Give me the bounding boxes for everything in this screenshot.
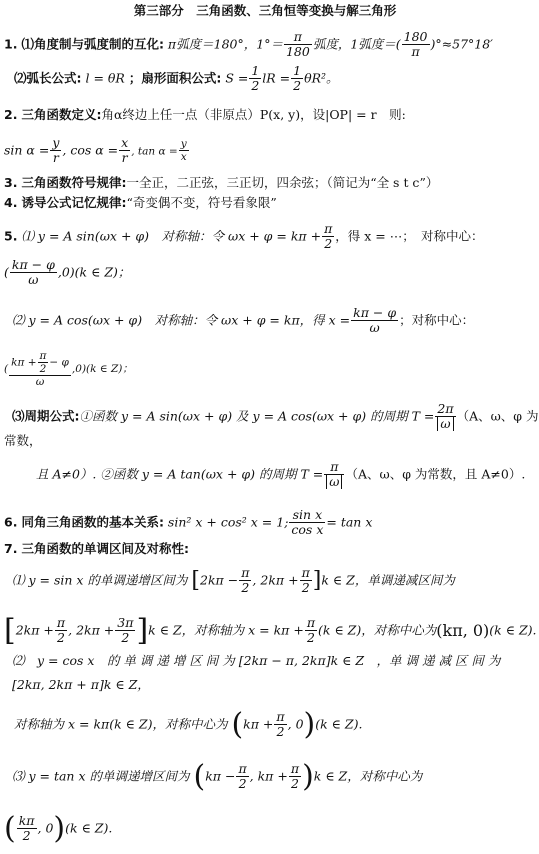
section-7-line-7: ( $\frac{k\pi}{2}$ , 0)(k ∈ Z). <box>4 810 113 846</box>
formula: ,0)(k ∈ Z)； <box>71 363 133 376</box>
formula: = tan x <box>326 514 373 530</box>
formula: [2kπ − π, 2kπ] <box>238 653 331 668</box>
body-text: ，得 x = ⋯； 对称中心： <box>335 228 484 244</box>
formula: k ∈ Z，对称中心为 <box>313 768 423 784</box>
formula: , tan α = <box>131 145 178 158</box>
formula: l = θR <box>85 70 125 86</box>
formula: ⑴ y = A sin(ωx + φ) 对称轴：令 ωx + φ = kπ + <box>21 228 322 244</box>
section-7-line-5: 对称轴为 x = kπ(k ∈ Z)，对称中心为 (kπ + $\frac{\pi}{2}$ , 0)(k ∈ Z). <box>14 706 363 742</box>
section-2-line-1 <box>4 106 530 124</box>
formula: )°≈57°18′ <box>430 36 494 52</box>
fraction: $\frac{3\pi}{2}$ <box>117 615 134 646</box>
formula: [2kπ, 2kπ + π] <box>12 677 104 692</box>
section-number: 3. <box>4 175 18 190</box>
formula: (k ∈ Z)，对称中心为 <box>318 622 437 638</box>
formula: k ∈ Z， <box>103 677 150 692</box>
section-7-line-3 <box>12 652 530 670</box>
section-number: 4. <box>4 195 18 210</box>
page-title: 第三部分 三角函数、三角恒等变换与解三角形 <box>133 3 397 18</box>
formula: ,0)(k ∈ Z)； <box>57 264 131 280</box>
section-5-center-2 <box>4 350 530 388</box>
formula: ⑵ y = A cos(ωx + φ) 对称轴：令 ωx + φ = kπ，得 x = <box>12 312 351 328</box>
fraction: kπ + $\frac{\pi}{2}$ − φ ω <box>11 350 69 389</box>
section-5-line-3b <box>4 432 530 450</box>
fraction: $\frac{x}{r}$ <box>121 135 129 166</box>
section-7-line-4 <box>12 676 530 694</box>
fraction: $\frac{\pi}{2}$ <box>324 221 333 252</box>
fraction: $\frac{\pi}{2}$ <box>290 761 300 792</box>
formula: k ∈ Z，对称轴为 x = kπ + <box>148 622 304 638</box>
fraction: $\frac{\pi}{2}$ <box>301 565 310 596</box>
formula: θR²。 <box>304 70 339 86</box>
section-label: ⑴角度制与弧度制的互化: <box>21 36 164 52</box>
fraction: $\frac{y}{r}$ <box>52 135 60 166</box>
section-1-line-2 <box>14 64 530 94</box>
fraction: $\frac{\pi}{2}$ <box>56 615 66 646</box>
section-3 <box>4 174 530 192</box>
section-4 <box>4 194 530 212</box>
formula: S = <box>225 70 249 86</box>
section-7-line-1: ⑴ y = sin x 的单调递增区间为 [2kπ − $\frac{\pi}{2}$ , 2kπ + $\frac{\pi}{2}$ ]k ∈ Z，单调递减区间为 <box>12 565 455 596</box>
fraction: $\frac{\pi}{2}$ <box>306 615 316 646</box>
body-text: “奇变偶不变，符号看象限” <box>126 195 277 210</box>
formula: (k ∈ Z). <box>65 820 113 836</box>
formula: ⑶ y = tan x 的单调递增区间为 <box>12 768 190 784</box>
section-number: 6. <box>4 514 18 530</box>
formula: ⑵ y = cos x 的 单 调 递 增 区 间 为 <box>12 653 235 668</box>
section-7-line-6: ⑶ y = tan x 的单调递增区间为 (kπ − $\frac{\pi}{2}$ , kπ + $\frac{\pi}{2}$ )k ∈ Z，对称中心为 <box>12 758 423 794</box>
body-text: 常数， <box>4 433 42 448</box>
fraction: $\frac{k\pi - \varphi}{\omega}$ <box>353 305 397 336</box>
formula: ⑴ y = sin x 的单调递增区间为 <box>12 572 188 588</box>
formula: 且 A≠0）. ②函数 y = A tan(ωx + φ) 的周期 T = <box>36 466 324 482</box>
formula: k ∈ Z ，单 调 递 减 区 间 为 <box>330 653 501 668</box>
section-label: 三角函数定义: <box>21 107 102 122</box>
section-7-line-2: [2kπ + $\frac{\pi}{2}$ , 2kπ + $\frac{3\pi}{2}$ ]k ∈ Z，对称轴为 x = kπ + $\frac{\pi}{2}$ (k ∈ Z)，对称中心为(kπ, 0)(k ∈ Z). <box>4 612 537 648</box>
formula: ( <box>4 363 9 376</box>
body-text: ；对称中心： <box>399 312 475 328</box>
formula: lR = <box>262 70 291 86</box>
fraction: $\frac{y}{x}$ <box>180 138 187 164</box>
section-number: 7. <box>4 541 18 556</box>
formula: π弧度＝180°，1°＝ <box>167 36 283 52</box>
section-number: 2. <box>4 107 18 122</box>
fraction: $\frac{k\pi - \varphi}{\omega}$ <box>11 257 55 288</box>
section-7-header <box>4 540 530 558</box>
fraction: $\frac{\pi}{180}$ <box>285 29 310 60</box>
formula: (k ∈ Z). <box>489 622 537 638</box>
section-label: ⑶周期公式: <box>12 408 80 424</box>
fraction: $\frac{\text{sin x}}{\text{cos x}}$ <box>291 507 324 538</box>
fraction: $\frac{\pi}{2}$ <box>39 350 47 376</box>
fraction: $\frac{2\pi}{\omega}$ <box>435 402 455 432</box>
section-5-line-3 <box>12 401 539 432</box>
formula: sin² x + cos² x = 1; <box>167 514 289 530</box>
fraction: $\frac{\pi}{2}$ <box>276 709 285 740</box>
section-6 <box>4 508 530 538</box>
formula: , cos α = <box>62 142 119 158</box>
fraction: $\frac{1}{2}$ <box>251 63 260 94</box>
section-number: 5. <box>4 228 18 244</box>
formula: sin α = <box>4 142 50 158</box>
body-text: 角α终边上任一点（非原点）P(x, y)，设|OP| = r 则: <box>101 107 406 122</box>
formula: k ∈ Z，单调递减区间为 <box>321 572 455 588</box>
section-1-line-1 <box>4 30 530 60</box>
section-label: 同角三角函数的基本关系: <box>21 514 164 530</box>
section-5-line-2 <box>12 306 530 336</box>
formula: (k ∈ Z). <box>315 716 363 732</box>
fraction: $\frac{1}{2}$ <box>293 63 302 94</box>
fraction: $\frac{k\pi}{2}$ <box>18 813 35 844</box>
fraction: $\frac{\pi}{2}$ <box>238 761 247 792</box>
section-5-line-1 <box>4 222 530 252</box>
section-5-center-1 <box>4 258 530 288</box>
formula: 对称轴为 x = kπ(k ∈ Z)，对称中心为 <box>14 716 228 732</box>
section-label: ⑵弧长公式: <box>14 70 82 86</box>
section-5-line-4 <box>36 460 530 490</box>
section-label: 三角函数符号规律: <box>21 175 127 190</box>
body-text: （A、ω、φ 为常数，且 A≠0）. <box>345 466 526 482</box>
fraction: $\frac{180}{\pi}$ <box>403 29 428 60</box>
body-text: （A、ω、φ 为 <box>456 408 539 424</box>
formula: ①函数 y = A sin(ωx + φ) 及 y = A cos(ωx + φ) 的周期 T = <box>79 408 435 424</box>
section-2-line-2 <box>4 136 530 166</box>
section-label: 三角函数的单调区间及对称性: <box>21 541 189 556</box>
formula: (kπ, 0) <box>436 620 490 640</box>
body-text: 一全正，二正弦，三正切，四余弦；（简记为“全 s t c”） <box>126 175 439 190</box>
section-number: 1. <box>4 36 18 52</box>
formula: 弧度，1弧度＝( <box>312 36 401 52</box>
formula: ( <box>4 264 9 280</box>
section-label: 诱导公式记忆规律: <box>21 195 127 210</box>
fraction: $\frac{\pi}{2}$ <box>241 565 250 596</box>
fraction: $\frac{\pi}{\omega}$ <box>324 460 344 490</box>
section-label: ；扇形面积公式: <box>128 70 222 86</box>
